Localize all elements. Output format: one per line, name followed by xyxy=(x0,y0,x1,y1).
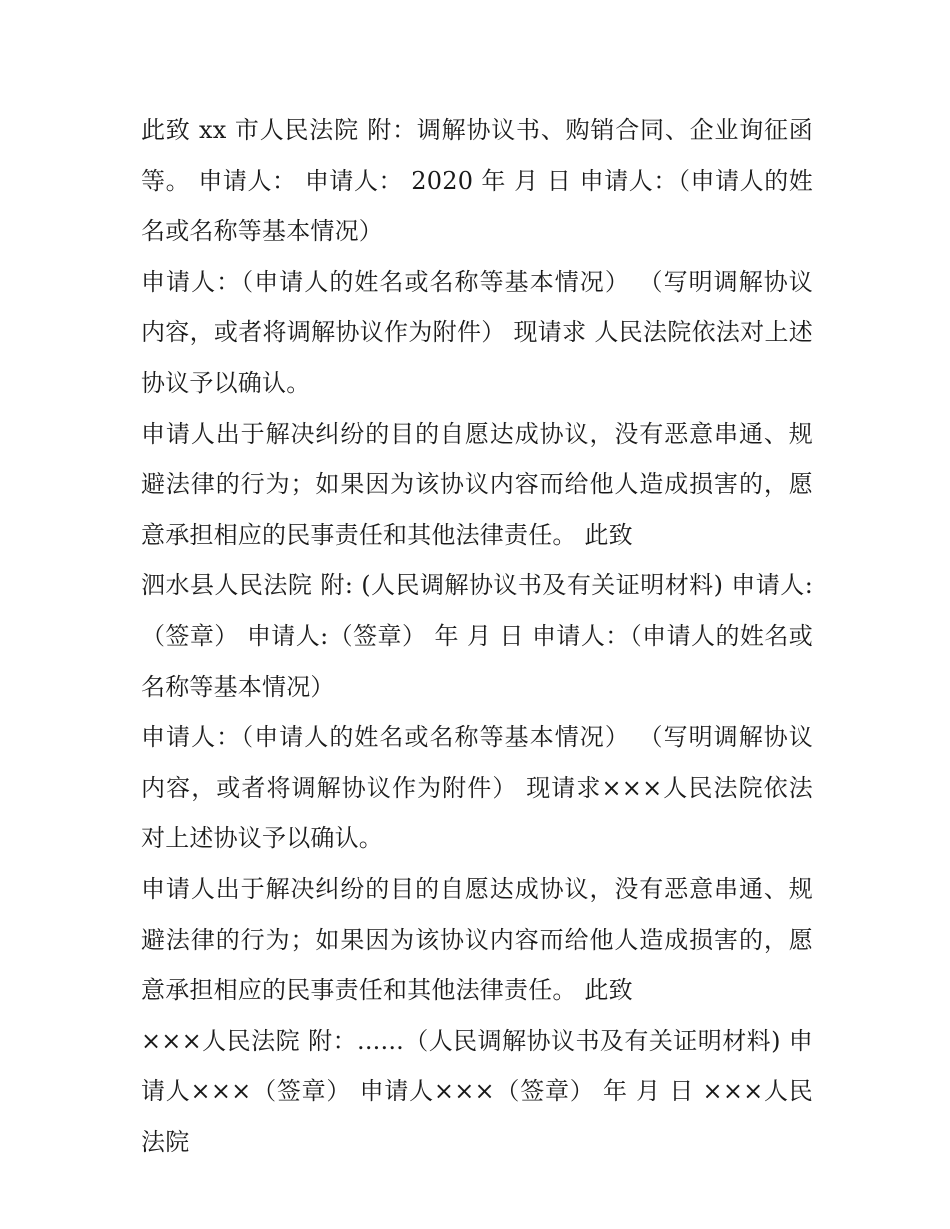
document-body xyxy=(141,105,813,1167)
paragraph-7: ×××人民法院 附：......（人民调解协议书及有关证明材料) 申请人×××（签章） 申请人×××（签章） 年 月 日 ×××人民法院 xyxy=(141,1026,813,1156)
paragraph-6: 申请人出于解决纠纷的目的自愿达成协议，没有恶意串通、规避法律的行为；如果因为该协议内容而给他人造成损害的，愿意承担相应的民事责任和其他法律责任。 此致 xyxy=(141,874,813,1005)
paragraph-2: 申请人：（申请人的姓名或名称等基本情况） （写明调解协议内容，或者将调解协议作为附件） 现请求 人民法院依法对上述协议予以确认。 xyxy=(141,267,813,397)
paragraph-3: 申请人出于解决纠纷的目的自愿达成协议，没有恶意串通、规避法律的行为；如果因为该协议内容而给他人造成损害的，愿意承担相应的民事责任和其他法律责任。 此致 xyxy=(141,419,813,549)
paragraph-4: 泗水县人民法院 附: (人民调解协议书及有关证明材料) 申请人:（签章） 申请人:（签章） 年 月 日 申请人：（申请人的姓名或名称等基本情况） xyxy=(141,571,813,701)
paragraph-1: 此致 xx 市人民法院 附：调解协议书、购销合同、企业询征函等。 申请人： 申请人： 2020 年 月 日 申请人：（申请人的姓名或名称等基本情况） xyxy=(141,116,813,246)
paragraph-5: 申请人：（申请人的姓名或名称等基本情况） （写明调解协议内容，或者将调解协议作为附件） 现请求×××人民法院依法对上述协议予以确认。 xyxy=(141,723,813,853)
